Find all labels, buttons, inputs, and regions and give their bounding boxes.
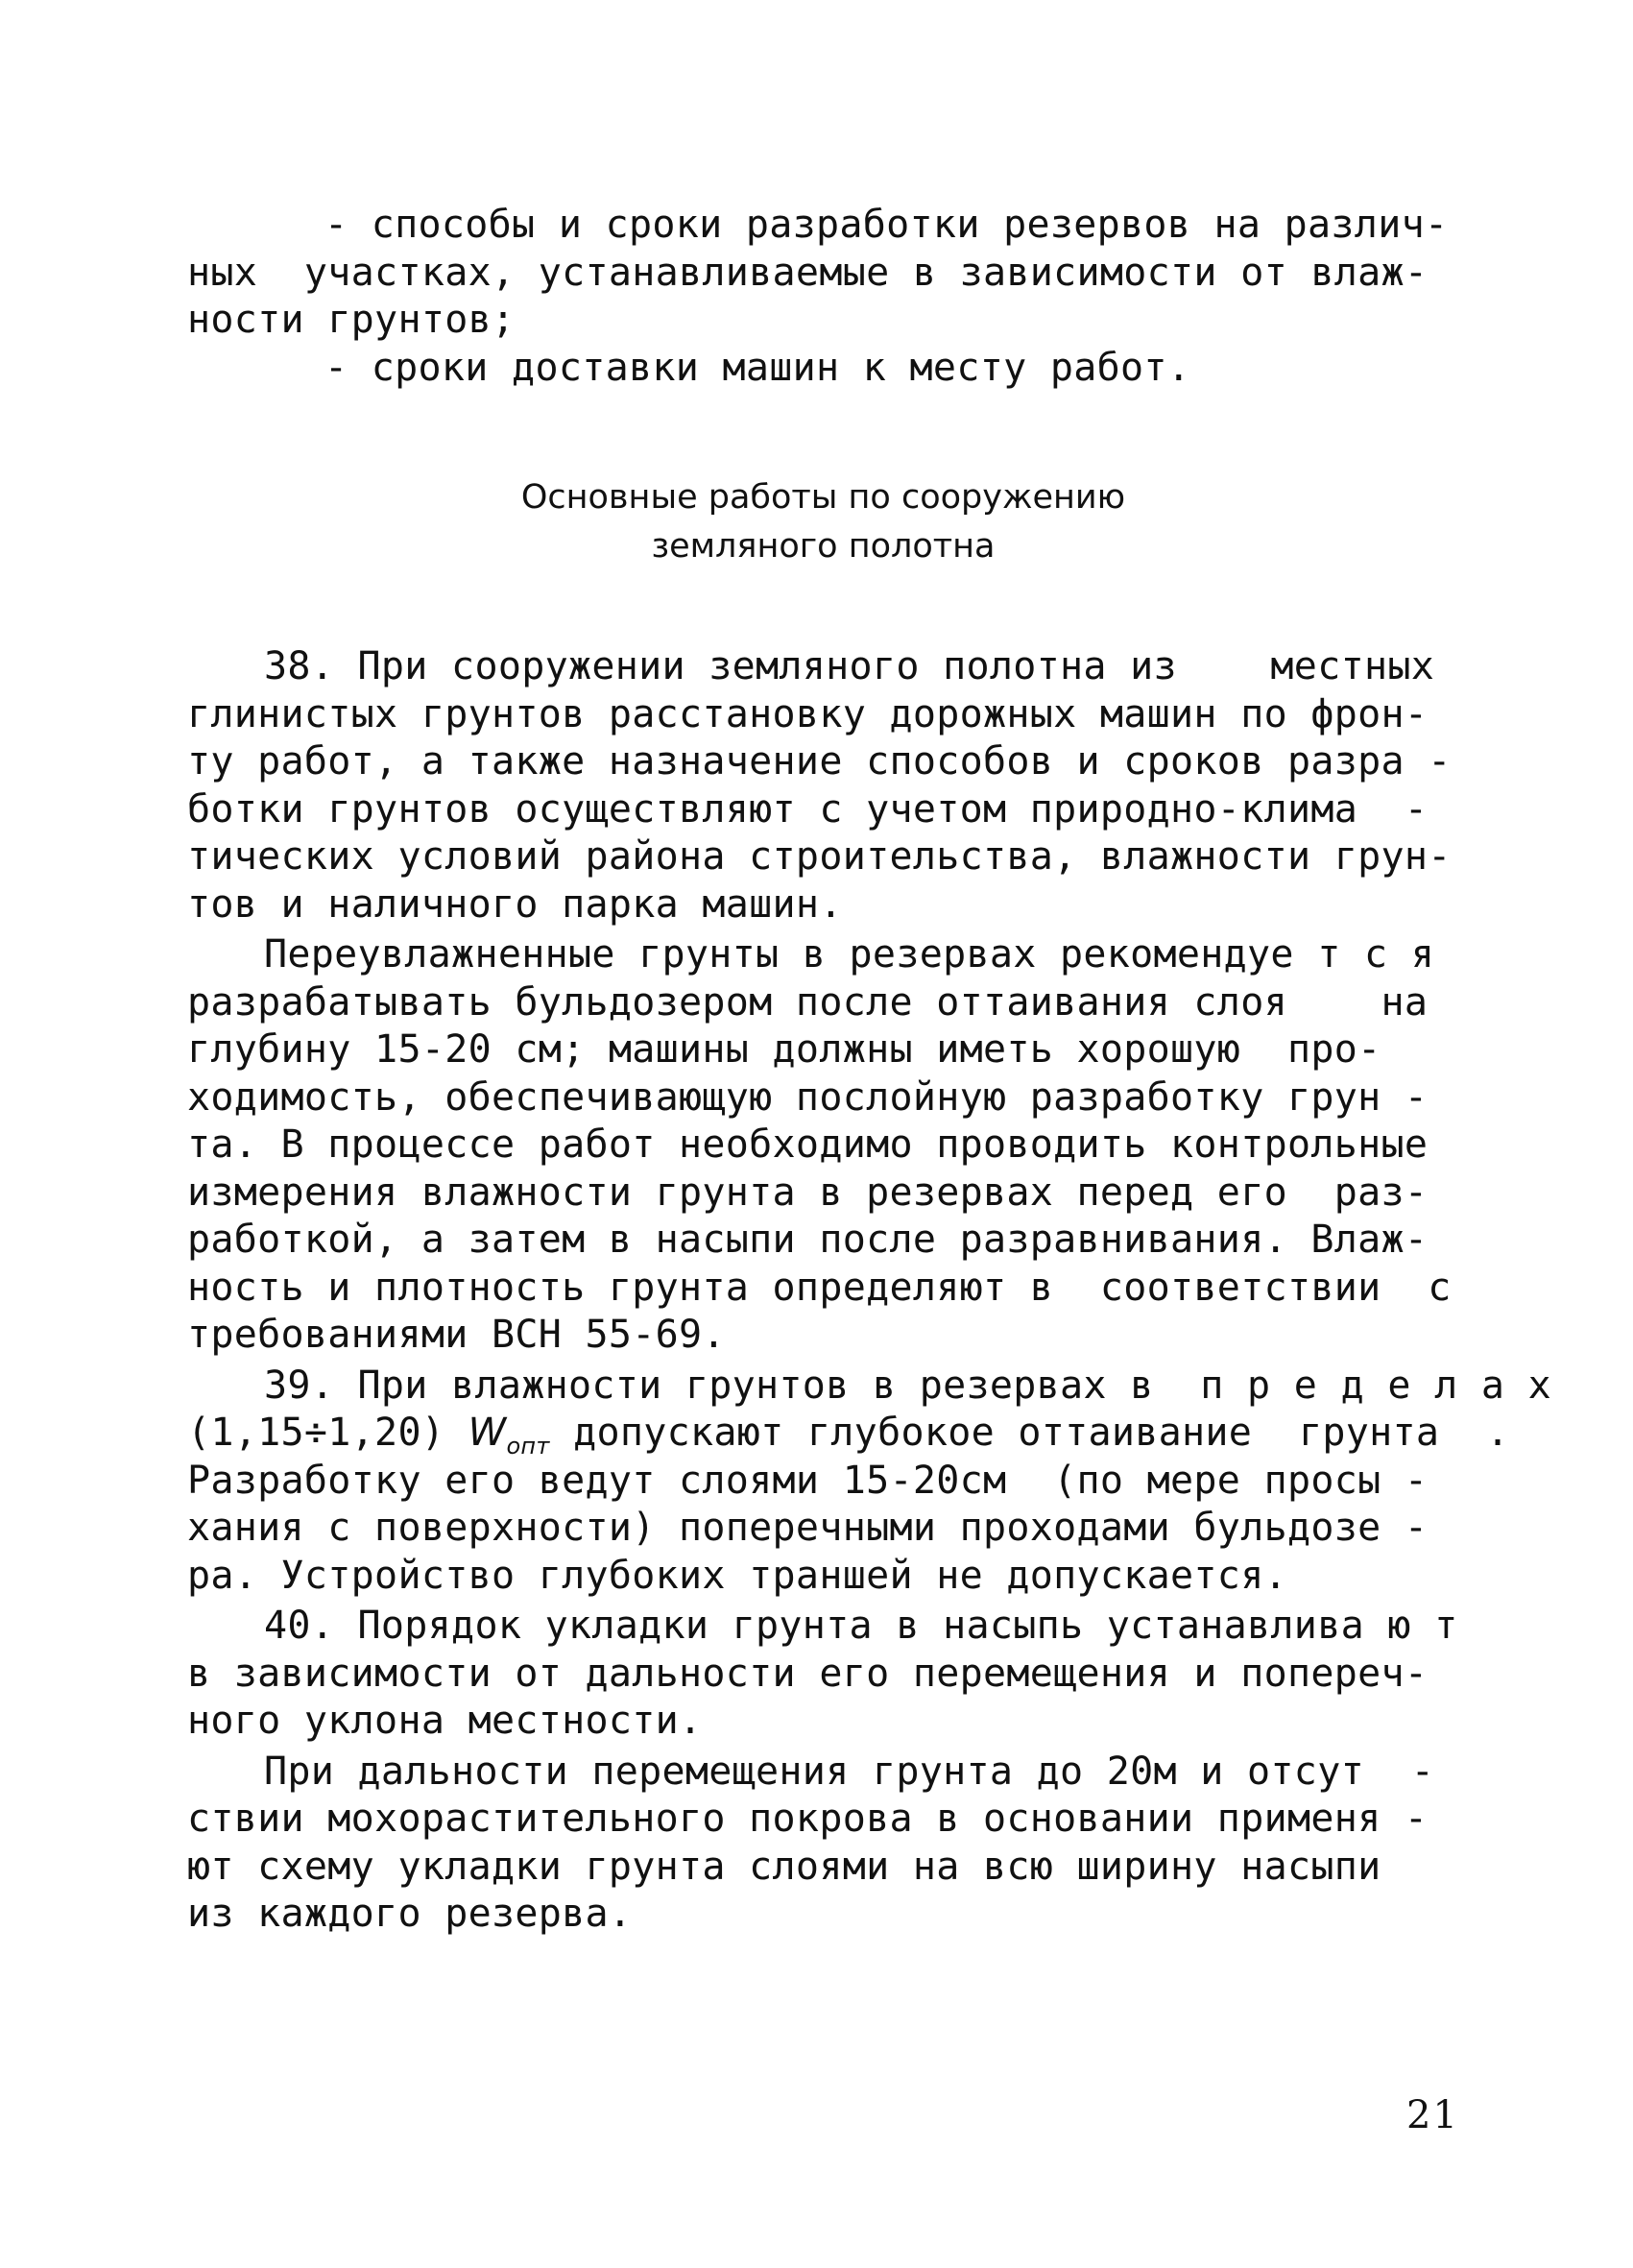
- paragraph-line: требованиями ВСН 55-69.: [187, 1313, 726, 1357]
- document-page: [187, 202, 1552, 1939]
- paragraph-line: ра. Устройство глубоких траншей не допускается.: [187, 1553, 1287, 1598]
- paragraph-line: ного уклона местности.: [187, 1699, 703, 1743]
- paragraph-overmoist-soils: [187, 931, 1459, 1360]
- paragraph-line: Переувлажненные грунты в резервах рекомендуе т с я: [264, 932, 1435, 977]
- page-number: 21: [1406, 2093, 1459, 2137]
- paragraph-line: в зависимости от дальности его перемещения и попереч-: [187, 1651, 1429, 1696]
- paragraph-line: Разработку его ведут слоями 15-20см (по мере просы -: [187, 1458, 1429, 1503]
- w-opt-symbol: $W_{опт}$: [468, 1411, 550, 1460]
- w-opt-subscript: опт: [506, 1433, 550, 1460]
- intro-line-2: ных участках, устанавливаемые в зависимости от влаж-: [187, 250, 1429, 295]
- paragraph-40: [187, 1603, 1459, 1746]
- paragraph-39: [187, 1363, 1552, 1601]
- section-heading-line-1: Основные работы по сооружению: [520, 478, 1126, 517]
- paragraph-line: 38. При сооружении земляного полотна из местных: [264, 644, 1435, 688]
- paragraph-line: глинистых грунтов расстановку дорожных машин по фрон-: [187, 691, 1429, 736]
- paragraph-line: 40. Порядок укладки грунта в насыпь устанавлива ю т: [264, 1604, 1458, 1648]
- paragraph-line: та. В процессе работ необходимо проводить контрольные: [187, 1122, 1429, 1167]
- paragraph-line: При дальности перемещения грунта до 20м и отсут -: [264, 1749, 1435, 1794]
- paragraph-line: тов и наличного парка машин.: [187, 881, 843, 927]
- paragraph-line: ствии мохорастительного покрова в основании применя -: [187, 1797, 1429, 1841]
- paragraph-haul-distance: [187, 1749, 1459, 1939]
- section-heading: [187, 473, 1459, 571]
- paragraph-38: [187, 643, 1459, 929]
- intro-line-1: - способы и сроки разработки резервов на различ-: [324, 203, 1449, 247]
- section-heading-line-2: земляного полотна: [651, 527, 996, 566]
- paragraph-line: 39. При влажности грунтов в резервах в п р е д е л а х: [264, 1363, 1552, 1408]
- paragraph-line: ют схему укладки грунта слоями на всю ширину насыпи: [187, 1844, 1381, 1889]
- paragraph-line: ходимость, обеспечивающую послойную разработку грун -: [187, 1074, 1429, 1120]
- paragraph-line: разрабатывать бульдозером после оттаивания слоя на: [187, 979, 1429, 1025]
- paragraph-line: измерения влажности грунта в резервах перед его раз-: [187, 1170, 1429, 1215]
- paragraph-line: ность и плотность грунта определяют в соответствии с: [187, 1265, 1452, 1310]
- formula-prefix: (1,15÷1,20): [187, 1411, 468, 1455]
- paragraph-line: из каждого резерва.: [187, 1892, 633, 1936]
- paragraph-line: тических условий района строительства, влажности грун-: [187, 834, 1452, 879]
- formula-suffix: допускают глубокое оттаивание грунта .: [549, 1411, 1510, 1455]
- intro-line-4: - сроки доставки машин к месту работ.: [324, 345, 1191, 390]
- paragraph-line: ту работ, а также назначение способов и сроков разра -: [187, 739, 1452, 784]
- paragraph-line: хания с поверхности) поперечными проходами бульдозе -: [187, 1506, 1429, 1550]
- intro-line-3: ности грунтов;: [187, 298, 516, 342]
- paragraph-line: работкой, а затем в насыпи после разравнивания. Влаж-: [187, 1218, 1429, 1262]
- paragraph-line: глубину 15-20 см; машины должны иметь хорошую про-: [187, 1027, 1381, 1072]
- paragraph-line-with-formula: [187, 1410, 1510, 1460]
- paragraph-line: ботки грунтов осуществляют с учетом природно-климa -: [187, 786, 1429, 832]
